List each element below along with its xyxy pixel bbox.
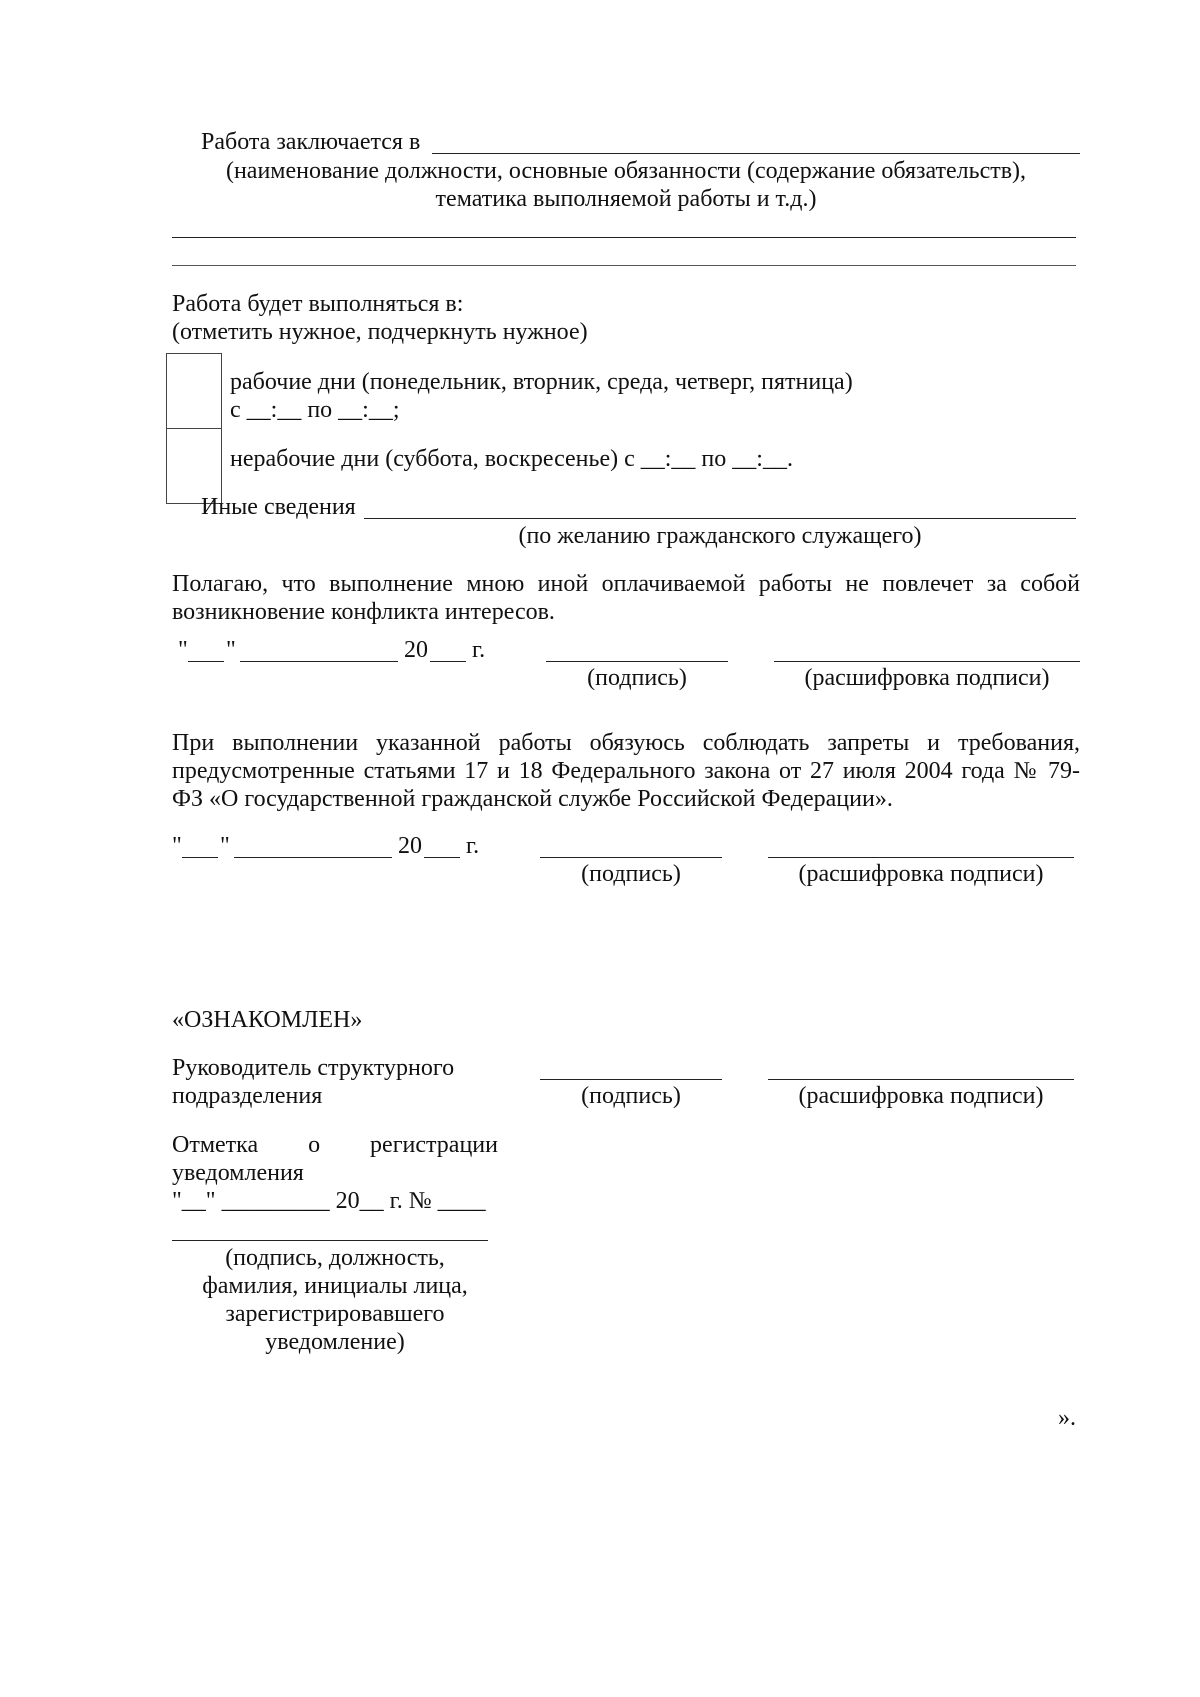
obligation-date-suffix: г. [466,833,480,859]
conflict-statement-line-2: возникновение конфликта интересов. [172,599,555,625]
schedule-instruction: (отметить нужное, подчеркнуть нужное) [172,319,588,345]
registration-label-line-1: Отметка о регистрации [172,1132,498,1158]
other-info-blank [364,518,1076,519]
obligation-statement-line-3: ФЗ «О государственной гражданской службе Российской Федерации». [172,786,893,812]
head-signature-line [540,1079,722,1080]
closing-quote-mark: ». [1058,1405,1076,1431]
acknowledged-title: «ОЗНАКОМЛЕН» [172,1007,363,1033]
work-description-blank [432,153,1080,154]
work-extra-line-2 [172,265,1076,266]
head-transcript-caption: (расшифровка подписи) [798,1083,1044,1109]
registration-label-line-2: уведомления [172,1160,304,1186]
head-signature-caption: (подпись) [581,1083,681,1109]
registration-caption-line-1: (подпись, должность, [225,1245,445,1271]
department-head-label-line-1: Руководитель структурного [172,1055,455,1081]
registration-date-line: "__" _________ 20__ г. № ____ [172,1188,486,1214]
conflict-transcript-line [774,661,1080,662]
weekdays-checkbox[interactable] [166,353,222,429]
obligation-transcript-caption: (расшифровка подписи) [798,861,1044,887]
schedule-heading: Работа будет выполняться в: [172,291,464,317]
conflict-date-year-prefix: 20 [404,637,428,663]
obligation-date-quote-close: " [220,833,230,859]
work-hint-line-2: тематика выполняемой работы и т.д.) [435,186,817,212]
obligation-signature-caption: (подпись) [581,861,681,887]
registration-caption-line-2: фамилия, инициалы лица, [202,1273,468,1299]
obligation-transcript-line [768,857,1074,858]
conflict-date-quote-close: " [226,637,236,663]
conflict-signature-caption: (подпись) [587,665,687,691]
head-transcript-line [768,1079,1074,1080]
conflict-date-day-blank [188,661,224,662]
obligation-date-quote-open: " [172,833,182,859]
obligation-date-day-blank [182,857,218,858]
weekends-label: нерабочие дни (суббота, воскресенье) с __:__ по __:__. [230,446,793,472]
obligation-statement-line-1: При выполнении указанной работы обязуюсь соблюдать запреты и требования, [172,730,1080,756]
conflict-transcript-caption: (расшифровка подписи) [804,665,1050,691]
work-extra-line-1 [172,237,1076,238]
obligation-date-year-blank [424,857,460,858]
other-info-hint: (по желанию гражданского служащего) [518,523,922,549]
department-head-label-line-2: подразделения [172,1083,323,1109]
conflict-signature-line [546,661,728,662]
work-hint-line-1: (наименование должности, основные обязанности (содержание обязательств), [225,158,1027,184]
weekdays-label: рабочие дни (понедельник, вторник, среда, четверг, пятница) [230,369,853,395]
obligation-date-month-blank [234,857,392,858]
work-intro-label: Работа заключается в [201,129,421,155]
registration-signature-line [172,1240,488,1241]
obligation-statement-line-2: предусмотренные статьями 17 и 18 Федерального закона от 27 июля 2004 года № 79- [172,758,1080,784]
other-info-label: Иные сведения [201,494,356,520]
weekdays-time: с __:__ по __:__; [230,397,400,423]
obligation-date-year-prefix: 20 [398,833,422,859]
conflict-date-suffix: г. [472,637,486,663]
conflict-date-year-blank [430,661,466,662]
registration-caption-line-3: зарегистрировавшего [225,1301,445,1327]
conflict-statement-line-1: Полагаю, что выполнение мною иной оплачиваемой работы не повлечет за собой [172,571,1080,597]
conflict-date-month-blank [240,661,398,662]
conflict-date-quote-open: " [178,637,188,663]
registration-caption-line-4: уведомление) [265,1329,405,1355]
obligation-signature-line [540,857,722,858]
